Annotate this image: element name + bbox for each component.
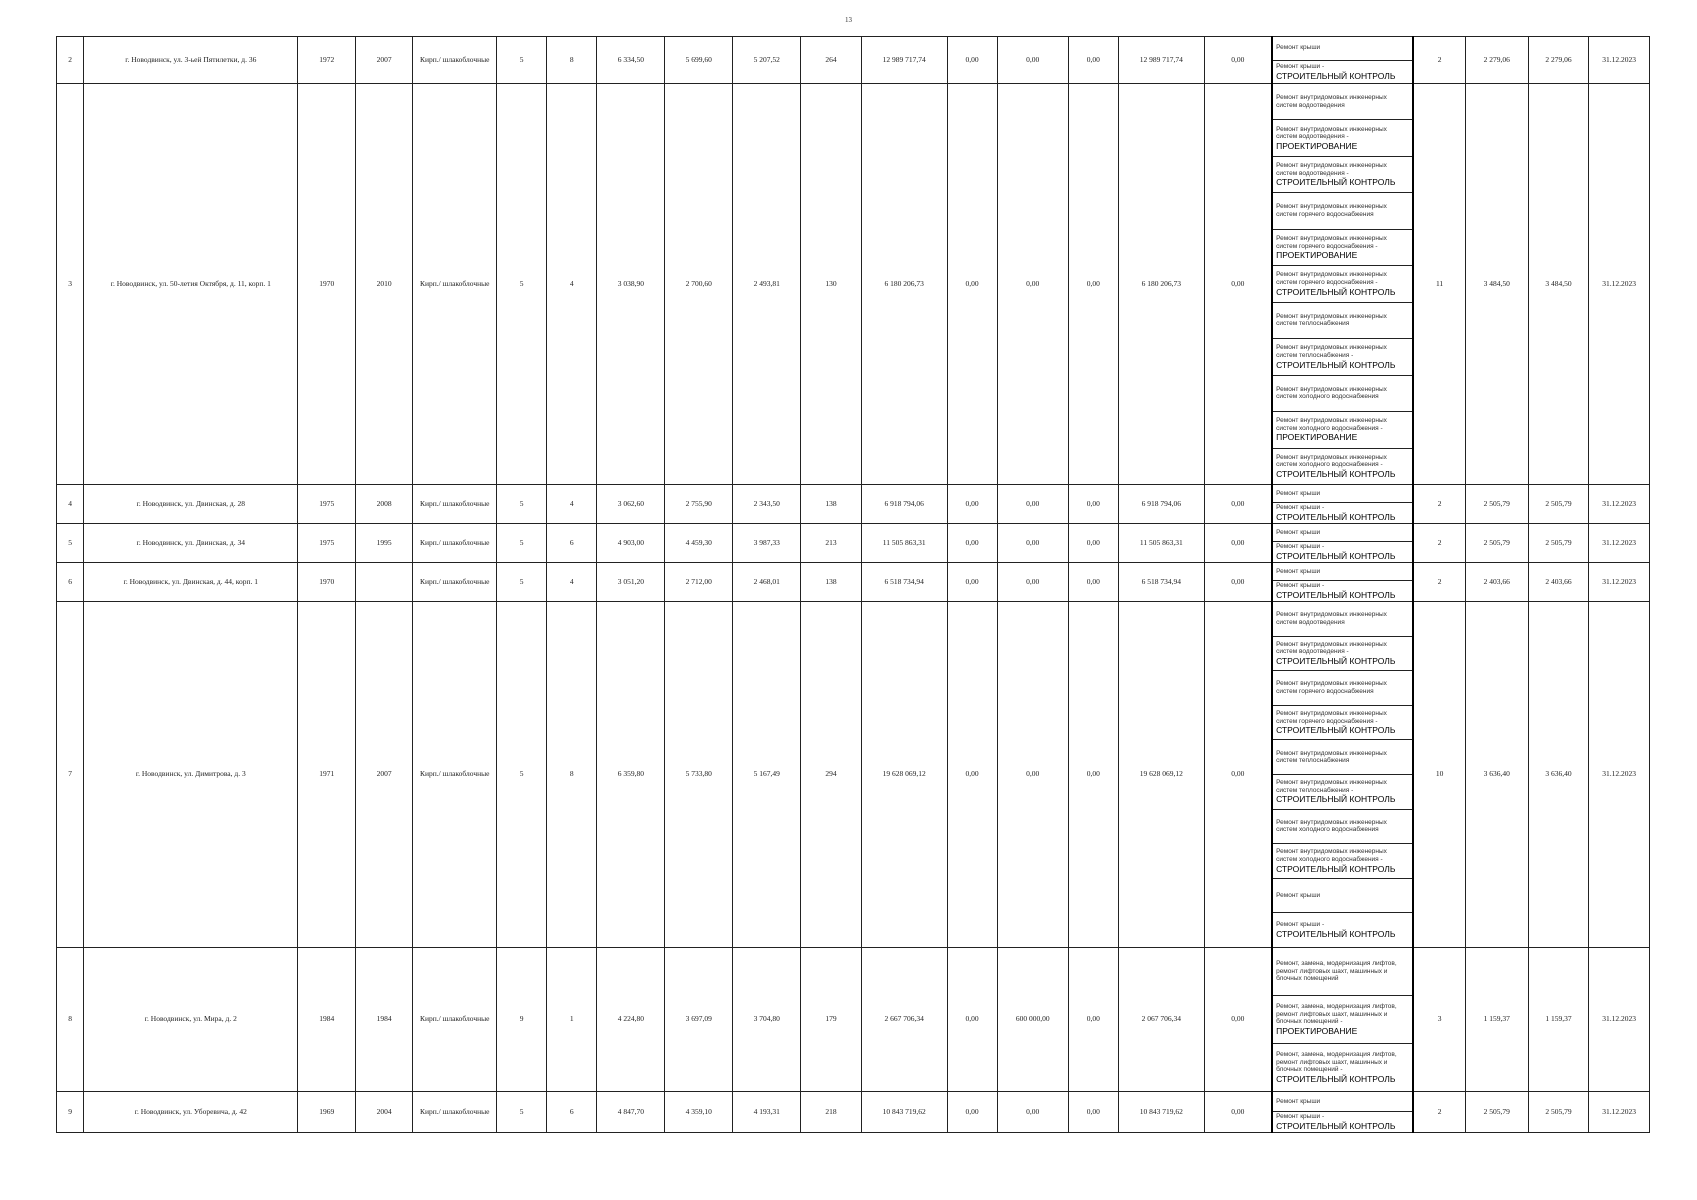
work-item [1273,810,1412,845]
work-title: Ремонт крыши [1276,891,1321,899]
cell-n: 5 [57,524,84,563]
work-subtype: СТРОИТЕЛЬНЫЙ КОНТРОЛЬ [1276,863,1396,874]
work-title: Ремонт внутридомовых инженерных систем холодного водоснабжения - [1276,848,1387,863]
work-title: Ремонт внутридомовых инженерных систем водоотведения - [1276,640,1387,656]
cell-fund-owners: 11 505 863,31 [1118,524,1204,563]
cell-year-overhaul [355,563,412,602]
cell-address: г. Новодвинск, ул. 3-ьей Пятилетки, д. 36 [84,37,298,84]
cell-n: 9 [57,1092,84,1133]
cell-unit-cost: 2 505,79 [1465,485,1528,524]
work-item [1273,120,1412,156]
cell-area-living: 4 193,31 [733,1092,801,1133]
cell-n: 3 [57,84,84,485]
cell-works-count: 10 [1413,602,1465,948]
cell-year-overhaul: 2004 [355,1092,412,1133]
work-subtype: СТРОИТЕЛЬНЫЙ КОНТРОЛЬ [1276,928,1396,939]
work-title: Ремонт крыши [1276,528,1321,536]
cell-fund-mun: 0,00 [1068,37,1118,84]
work-subtype: СТРОИТЕЛЬНЫЙ КОНТРОЛЬ [1276,359,1396,370]
cell-area-living: 3 987,33 [733,524,801,563]
cell-floors: 9 [497,948,547,1092]
cell-works-count: 2 [1413,524,1465,563]
cell-fund-reg: 0,00 [997,84,1068,485]
cell-deadline: 31.12.2023 [1589,602,1650,948]
work-item [1273,740,1412,775]
work-item [1273,412,1412,448]
work-item [1273,303,1412,339]
cell-max-cost: 2 279,06 [1528,37,1589,84]
cell-fund-reg: 0,00 [997,485,1068,524]
work-item [1273,1112,1412,1132]
work-item [1273,485,1412,503]
work-item [1273,84,1412,120]
cell-fund-mun: 0,00 [1068,563,1118,602]
work-subtype: СТРОИТЕЛЬНЫЙ КОНТРОЛЬ [1276,511,1396,522]
cell-material: Кирп./ шлакоблочные [413,84,497,485]
cell-residents: 138 [801,485,862,524]
table-row [57,524,1650,563]
cell-entrances: 4 [547,563,597,602]
work-title: Ремонт крыши [1276,44,1321,52]
cell-area-rooms: 2 700,60 [665,84,733,485]
cell-fund-reg: 0,00 [997,1092,1068,1133]
cell-year-overhaul: 2008 [355,485,412,524]
work-subtype: СТРОИТЕЛЬНЫЙ КОНТРОЛЬ [1276,286,1396,297]
work-title: Ремонт внутридомовых инженерных систем теплоснабжения - [1276,344,1387,359]
cell-material: Кирп./ шлакоблочные [413,602,497,948]
cell-fund-other: 0,00 [1204,948,1272,1092]
cell-works [1272,602,1413,948]
cell-fund-owners: 2 067 706,34 [1118,948,1204,1092]
cell-works-count: 2 [1413,37,1465,84]
cell-fund-reg: 0,00 [997,602,1068,948]
table-row [57,602,1650,948]
work-item [1273,1092,1412,1112]
work-subtype: СТРОИТЕЛЬНЫЙ КОНТРОЛЬ [1276,589,1396,600]
work-item [1273,542,1412,562]
work-item [1273,706,1412,741]
work-title: Ремонт, замена, модернизация лифтов, ремонт лифтовых шахт, машинных и блочных помещений - [1276,1003,1397,1026]
work-item [1273,948,1412,996]
work-title: Ремонт внутридомовых инженерных систем теплоснабжения [1276,749,1387,765]
cell-unit-cost: 2 403,66 [1465,563,1528,602]
cell-residents: 294 [801,602,862,948]
cell-cost-total: 2 667 706,34 [861,948,947,1092]
works-list [1273,524,1412,562]
cell-address: г. Новодвинск, ул. Димитрова, д. 3 [84,602,298,948]
work-title: Ремонт внутридомовых инженерных систем горячего водоснабжения - [1276,234,1387,250]
work-subtype: ПРОЕКТИРОВАНИЕ [1276,250,1358,261]
cell-cost-total: 6 918 794,06 [861,485,947,524]
cell-works-count: 3 [1413,948,1465,1092]
cell-cost-total: 6 180 206,73 [861,84,947,485]
work-item [1273,996,1412,1044]
work-title: Ремонт внутридомовых инженерных систем водоотведения - [1276,125,1387,141]
cell-area-total: 3 038,90 [597,84,665,485]
works-list [1273,37,1412,83]
cell-year-overhaul: 2007 [355,37,412,84]
work-subtype: СТРОИТЕЛЬНЫЙ КОНТРОЛЬ [1276,468,1396,479]
cell-area-living: 5 207,52 [733,37,801,84]
cell-works [1272,485,1413,524]
works-list [1273,1092,1412,1132]
cell-max-cost: 3 636,40 [1528,602,1589,948]
table-row [57,948,1650,1092]
cell-area-total: 6 359,80 [597,602,665,948]
cell-deadline: 31.12.2023 [1589,563,1650,602]
cell-works-count: 2 [1413,485,1465,524]
cell-cost-total: 6 518 734,94 [861,563,947,602]
table-body [57,37,1650,1133]
cell-floors: 5 [497,602,547,948]
works-list [1273,563,1412,601]
cell-deadline: 31.12.2023 [1589,1092,1650,1133]
work-item [1273,37,1412,61]
cell-fund-fed: 0,00 [947,602,997,948]
cell-cost-total: 11 505 863,31 [861,524,947,563]
cell-entrances: 6 [547,1092,597,1133]
cell-fund-other: 0,00 [1204,84,1272,485]
cell-cost-total: 12 989 717,74 [861,37,947,84]
cell-area-total: 4 847,70 [597,1092,665,1133]
work-item [1273,157,1412,193]
cell-n: 8 [57,948,84,1092]
works-list [1273,485,1412,523]
cell-fund-fed: 0,00 [947,524,997,563]
work-item [1273,913,1412,947]
cell-address: г. Новодвинск, ул. Мира, д. 2 [84,948,298,1092]
cell-fund-fed: 0,00 [947,485,997,524]
cell-fund-reg: 0,00 [997,37,1068,84]
table-row [57,1092,1650,1133]
cell-max-cost: 2 505,79 [1528,485,1589,524]
cell-area-living: 3 704,80 [733,948,801,1092]
cell-deadline: 31.12.2023 [1589,485,1650,524]
work-item [1273,671,1412,706]
cell-fund-mun: 0,00 [1068,524,1118,563]
cell-year-built: 1984 [298,948,355,1092]
cell-residents: 179 [801,948,862,1092]
cell-address: г. Новодвинск, ул. 50-летия Октября, д. 11, корп. 1 [84,84,298,485]
cell-fund-owners: 6 180 206,73 [1118,84,1204,485]
cell-deadline: 31.12.2023 [1589,37,1650,84]
work-subtype: СТРОИТЕЛЬНЫЙ КОНТРОЛЬ [1276,1073,1396,1084]
cell-works [1272,84,1413,485]
cell-n: 2 [57,37,84,84]
cell-fund-fed: 0,00 [947,1092,997,1133]
cell-fund-reg: 0,00 [997,524,1068,563]
work-title: Ремонт внутридомовых инженерных систем холодного водоснабжения [1276,385,1387,401]
cell-area-total: 6 334,50 [597,37,665,84]
cell-max-cost: 2 403,66 [1528,563,1589,602]
cell-material: Кирп./ шлакоблочные [413,485,497,524]
table-row [57,84,1650,485]
register-table [56,36,1650,1133]
cell-unit-cost: 3 636,40 [1465,602,1528,948]
cell-works [1272,1092,1413,1133]
cell-works-count: 11 [1413,84,1465,485]
cell-entrances: 4 [547,485,597,524]
table-row [57,37,1650,84]
cell-max-cost: 3 484,50 [1528,84,1589,485]
cell-fund-other: 0,00 [1204,37,1272,84]
work-title: Ремонт крыши - [1276,921,1325,929]
cell-floors: 5 [497,563,547,602]
table-row [57,563,1650,602]
cell-n: 4 [57,485,84,524]
work-title: Ремонт крыши [1276,567,1321,575]
cell-area-total: 4 224,80 [597,948,665,1092]
work-item [1273,563,1412,581]
work-title: Ремонт внутридомовых инженерных систем горячего водоснабжения - [1276,271,1387,286]
work-title: Ремонт, замена, модернизация лифтов, ремонт лифтовых шахт, машинных и блочных помещений - [1276,1051,1397,1074]
cell-max-cost: 2 505,79 [1528,524,1589,563]
cell-area-total: 3 051,20 [597,563,665,602]
cell-area-living: 2 343,50 [733,485,801,524]
cell-fund-fed: 0,00 [947,948,997,1092]
cell-material: Кирп./ шлакоблочные [413,37,497,84]
cell-works [1272,37,1413,84]
cell-residents: 264 [801,37,862,84]
cell-residents: 138 [801,563,862,602]
cell-material: Кирп./ шлакоблочные [413,524,497,563]
cell-year-built: 1975 [298,485,355,524]
cell-area-living: 2 493,81 [733,84,801,485]
cell-area-rooms: 4 459,30 [665,524,733,563]
cell-entrances: 6 [547,524,597,563]
cell-fund-other: 0,00 [1204,563,1272,602]
cell-residents: 130 [801,84,862,485]
cell-n: 7 [57,602,84,948]
table-row [57,485,1650,524]
work-subtype: СТРОИТЕЛЬНЫЙ КОНТРОЛЬ [1276,725,1396,736]
cell-fund-owners: 10 843 719,62 [1118,1092,1204,1133]
cell-works-count: 2 [1413,1092,1465,1133]
cell-year-overhaul: 1984 [355,948,412,1092]
cell-address: г. Новодвинск, ул. Двинская, д. 28 [84,485,298,524]
works-list [1273,84,1412,484]
works-list [1273,948,1412,1091]
cell-area-living: 5 167,49 [733,602,801,948]
cell-area-rooms: 5 733,80 [665,602,733,948]
cell-floors: 5 [497,485,547,524]
cell-works [1272,524,1413,563]
cell-unit-cost: 2 505,79 [1465,524,1528,563]
cell-year-built: 1975 [298,524,355,563]
work-item [1273,602,1412,637]
work-title: Ремонт крыши - [1276,582,1325,590]
work-title: Ремонт, замена, модернизация лифтов, ремонт лифтовых шахт, машинных и блочных помещений [1276,960,1397,983]
cell-works [1272,563,1413,602]
cell-year-built: 1971 [298,602,355,948]
cell-fund-fed: 0,00 [947,84,997,485]
work-title: Ремонт крыши - [1276,62,1325,70]
cell-fund-other: 0,00 [1204,1092,1272,1133]
work-title: Ремонт внутридомовых инженерных систем холодного водоснабжения - [1276,453,1387,469]
work-item [1273,230,1412,266]
cell-floors: 5 [497,524,547,563]
cell-material: Кирп./ шлакоблочные [413,1092,497,1133]
work-title: Ремонт крыши - [1276,504,1325,512]
work-item [1273,581,1412,601]
cell-entrances: 8 [547,602,597,948]
work-item [1273,524,1412,542]
cell-fund-other: 0,00 [1204,524,1272,563]
cell-fund-mun: 0,00 [1068,1092,1118,1133]
work-item [1273,844,1412,879]
cell-fund-fed: 0,00 [947,563,997,602]
work-subtype: СТРОИТЕЛЬНЫЙ КОНТРОЛЬ [1276,70,1396,81]
work-item [1273,193,1412,229]
work-title: Ремонт крыши [1276,1097,1321,1105]
work-subtype: ПРОЕКТИРОВАНИЕ [1276,1025,1358,1036]
work-subtype: СТРОИТЕЛЬНЫЙ КОНТРОЛЬ [1276,1120,1396,1131]
cell-fund-owners: 6 518 734,94 [1118,563,1204,602]
cell-fund-mun: 0,00 [1068,948,1118,1092]
cell-deadline: 31.12.2023 [1589,524,1650,563]
cell-floors: 5 [497,1092,547,1133]
work-title: Ремонт внутридомовых инженерных систем холодного водоснабжения [1276,818,1387,834]
work-item [1273,775,1412,810]
cell-area-rooms: 2 712,00 [665,563,733,602]
cell-year-built: 1970 [298,563,355,602]
cell-year-built: 1972 [298,37,355,84]
work-title: Ремонт внутридомовых инженерных систем теплоснабжения - [1276,779,1387,794]
cell-fund-other: 0,00 [1204,485,1272,524]
cell-entrances: 1 [547,948,597,1092]
cell-area-living: 2 468,01 [733,563,801,602]
work-item [1273,61,1412,84]
work-item [1273,339,1412,375]
cell-address: г. Новодвинск, ул. Двинская, д. 44, корп. 1 [84,563,298,602]
work-title: Ремонт внутридомовых инженерных систем горячего водоснабжения - [1276,709,1387,725]
cell-floors: 5 [497,37,547,84]
cell-works-count: 2 [1413,563,1465,602]
work-item [1273,266,1412,302]
cell-area-total: 4 903,00 [597,524,665,563]
cell-works [1272,948,1413,1092]
work-title: Ремонт внутридомовых инженерных систем холодного водоснабжения - [1276,417,1387,432]
cell-entrances: 4 [547,84,597,485]
cell-fund-fed: 0,00 [947,37,997,84]
work-subtype: ПРОЕКТИРОВАНИЕ [1276,140,1358,151]
work-item [1273,879,1412,914]
cell-area-rooms: 5 699,60 [665,37,733,84]
cell-deadline: 31.12.2023 [1589,948,1650,1092]
cell-fund-reg: 600 000,00 [997,948,1068,1092]
cell-fund-owners: 6 918 794,06 [1118,485,1204,524]
cell-unit-cost: 1 159,37 [1465,948,1528,1092]
cell-material: Кирп./ шлакоблочные [413,948,497,1092]
cell-deadline: 31.12.2023 [1589,84,1650,485]
work-title: Ремонт крыши [1276,489,1321,497]
work-subtype: ПРОЕКТИРОВАНИЕ [1276,432,1358,443]
cell-year-overhaul: 1995 [355,524,412,563]
cell-fund-reg: 0,00 [997,563,1068,602]
cell-area-rooms: 3 697,09 [665,948,733,1092]
work-subtype: СТРОИТЕЛЬНЫЙ КОНТРОЛЬ [1276,656,1396,667]
cell-unit-cost: 2 279,06 [1465,37,1528,84]
work-title: Ремонт крыши - [1276,1113,1325,1121]
cell-year-built: 1970 [298,84,355,485]
cell-floors: 5 [497,84,547,485]
cell-unit-cost: 3 484,50 [1465,84,1528,485]
work-item [1273,503,1412,523]
cell-max-cost: 1 159,37 [1528,948,1589,1092]
cell-fund-owners: 12 989 717,74 [1118,37,1204,84]
cell-material: Кирп./ шлакоблочные [413,563,497,602]
work-item [1273,637,1412,672]
cell-area-total: 3 062,60 [597,485,665,524]
cell-area-rooms: 4 359,10 [665,1092,733,1133]
cell-fund-owners: 19 628 069,12 [1118,602,1204,948]
cell-unit-cost: 2 505,79 [1465,1092,1528,1133]
work-item [1273,376,1412,412]
work-item [1273,1044,1412,1091]
cell-residents: 218 [801,1092,862,1133]
cell-fund-other: 0,00 [1204,602,1272,948]
cell-address: г. Новодвинск, ул. Уборевича, д. 42 [84,1092,298,1133]
cell-n: 6 [57,563,84,602]
cell-cost-total: 19 628 069,12 [861,602,947,948]
work-title: Ремонт внутридомовых инженерных систем горячего водоснабжения [1276,680,1387,695]
cell-fund-mun: 0,00 [1068,84,1118,485]
cell-cost-total: 10 843 719,62 [861,1092,947,1133]
work-subtype: СТРОИТЕЛЬНЫЙ КОНТРОЛЬ [1276,550,1396,561]
cell-residents: 213 [801,524,862,563]
work-subtype: СТРОИТЕЛЬНЫЙ КОНТРОЛЬ [1276,177,1396,188]
cell-year-overhaul: 2007 [355,602,412,948]
work-title: Ремонт внутридомовых инженерных систем водоотведения - [1276,161,1387,177]
cell-entrances: 8 [547,37,597,84]
works-list [1273,602,1412,947]
work-title: Ремонт крыши - [1276,543,1325,551]
work-subtype: СТРОИТЕЛЬНЫЙ КОНТРОЛЬ [1276,794,1396,805]
work-title: Ремонт внутридомовых инженерных систем водоотведения [1276,94,1387,109]
cell-max-cost: 2 505,79 [1528,1092,1589,1133]
cell-year-overhaul: 2010 [355,84,412,485]
page-number: 13 [845,16,852,24]
work-title: Ремонт внутридомовых инженерных систем водоотведения [1276,611,1387,626]
work-title: Ремонт внутридомовых инженерных систем горячего водоснабжения [1276,203,1387,219]
work-title: Ремонт внутридомовых инженерных систем теплоснабжения [1276,312,1387,328]
cell-address: г. Новодвинск, ул. Двинская, д. 34 [84,524,298,563]
work-item [1273,449,1412,484]
cell-fund-mun: 0,00 [1068,602,1118,948]
cell-year-built: 1969 [298,1092,355,1133]
cell-area-rooms: 2 755,90 [665,485,733,524]
cell-fund-mun: 0,00 [1068,485,1118,524]
